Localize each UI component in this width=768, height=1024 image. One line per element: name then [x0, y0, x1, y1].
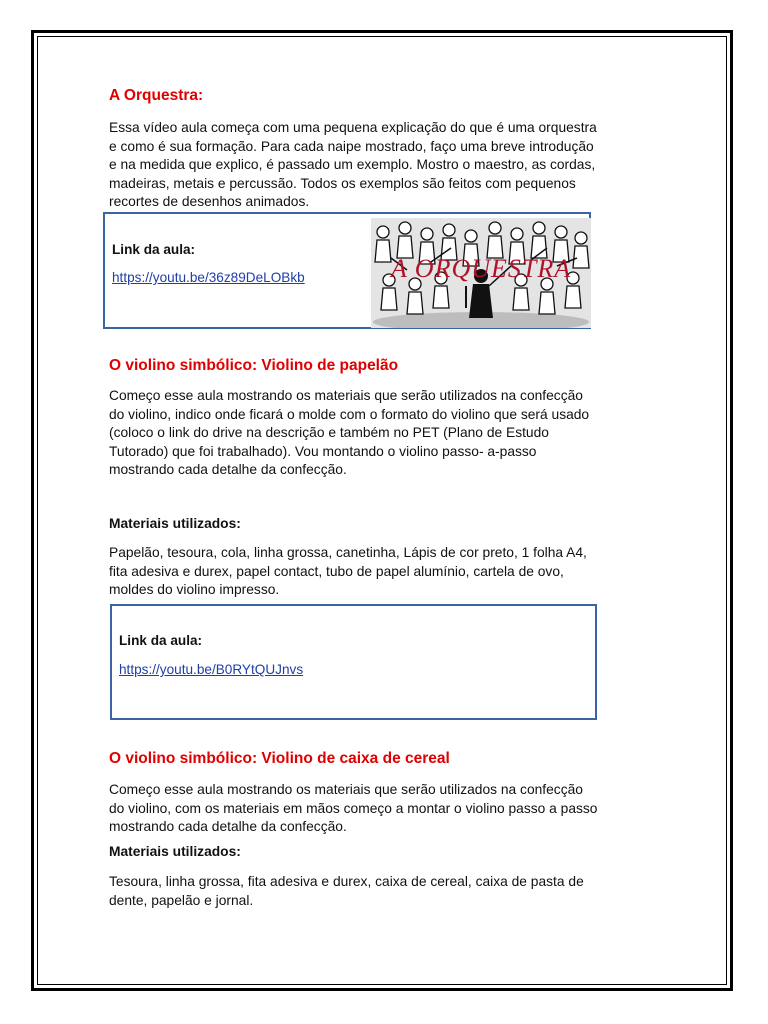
text-line: mostrando cada detalhe da confecção.	[109, 819, 347, 834]
text-line: Tesoura, linha grossa, fita adesiva e durex, caixa de cereal, caixa de pasta de	[109, 874, 584, 889]
link-label: Link da aula:	[112, 242, 196, 257]
text-line: do violino, com os materiais em mãos começo a montar o violino passo a passo	[109, 800, 598, 816]
section-heading-violino-cereal: O violino simbólico: Violino de caixa de cereal	[109, 750, 450, 767]
text-line: e na medida que explico, é passado um exemplo. Mostro o maestro, as cordas,	[109, 157, 596, 172]
materials-list-violino-papelao	[109, 544, 669, 600]
link-label: Link da aula:	[119, 633, 203, 648]
text-line: Papelão, tesoura, cola, linha grossa, canetinha, Lápis de cor preto, 1 folha A4,	[109, 545, 587, 560]
orchestra-illustration	[371, 218, 591, 328]
text-line: Começo esse aula mostrando os materiais que serão utilizados na confecção	[109, 782, 583, 797]
materials-list-violino-cereal	[109, 873, 669, 910]
text-line: mostrando cada detalhe da confecção.	[109, 462, 347, 477]
text-line: do violino, indico onde ficará o molde com o formato do violino que será usado	[109, 406, 590, 422]
text-line: madeiras, metais e percussão. Todos os exemplos são feitos com pequenos	[109, 175, 576, 191]
text-line: e como é sua formação. Para cada naipe mostrado, faço uma breve introdução	[109, 138, 594, 154]
materials-label: Materiais utilizados:	[109, 844, 241, 859]
text-line: recortes de desenhos animados.	[109, 194, 310, 209]
section-heading-orquestra: A Orquestra:	[109, 87, 204, 104]
section-text-orquestra	[109, 119, 669, 212]
lesson-link-violino-papelao[interactable]: https://youtu.be/B0RYtQUJnvs	[119, 662, 304, 677]
text-line: Começo esse aula mostrando os materiais que serão utilizados na confecção	[109, 388, 583, 403]
link-box-violino-papelao	[110, 604, 597, 720]
materials-label: Materiais utilizados:	[109, 516, 241, 531]
text-line: moldes do violino impresso.	[109, 582, 280, 597]
lesson-link-orquestra[interactable]: https://youtu.be/36z89DeLOBkb	[112, 270, 305, 285]
section-text-violino-papelao	[109, 387, 669, 480]
section-heading-violino-papelao: O violino simbólico: Violino de papelão	[109, 357, 399, 374]
text-line: dente, papelão e jornal.	[109, 892, 254, 908]
text-line: (coloco o link do drive na descrição e também no PET (Plano de Estudo	[109, 425, 549, 440]
text-line: Tutorado) que foi trabalhado). Vou montando o violino passo- a-passo	[109, 443, 537, 459]
text-line: fita adesiva e durex, papel contact, tubo de papel alumínio, cartela de ovo,	[109, 563, 564, 579]
section-text-violino-cereal	[109, 781, 669, 837]
text-line: Essa vídeo aula começa com uma pequena explicação do que é uma orquestra	[109, 120, 597, 135]
orchestra-image-title: A ORQUESTRA	[390, 254, 572, 283]
link-box-orquestra	[103, 212, 591, 329]
